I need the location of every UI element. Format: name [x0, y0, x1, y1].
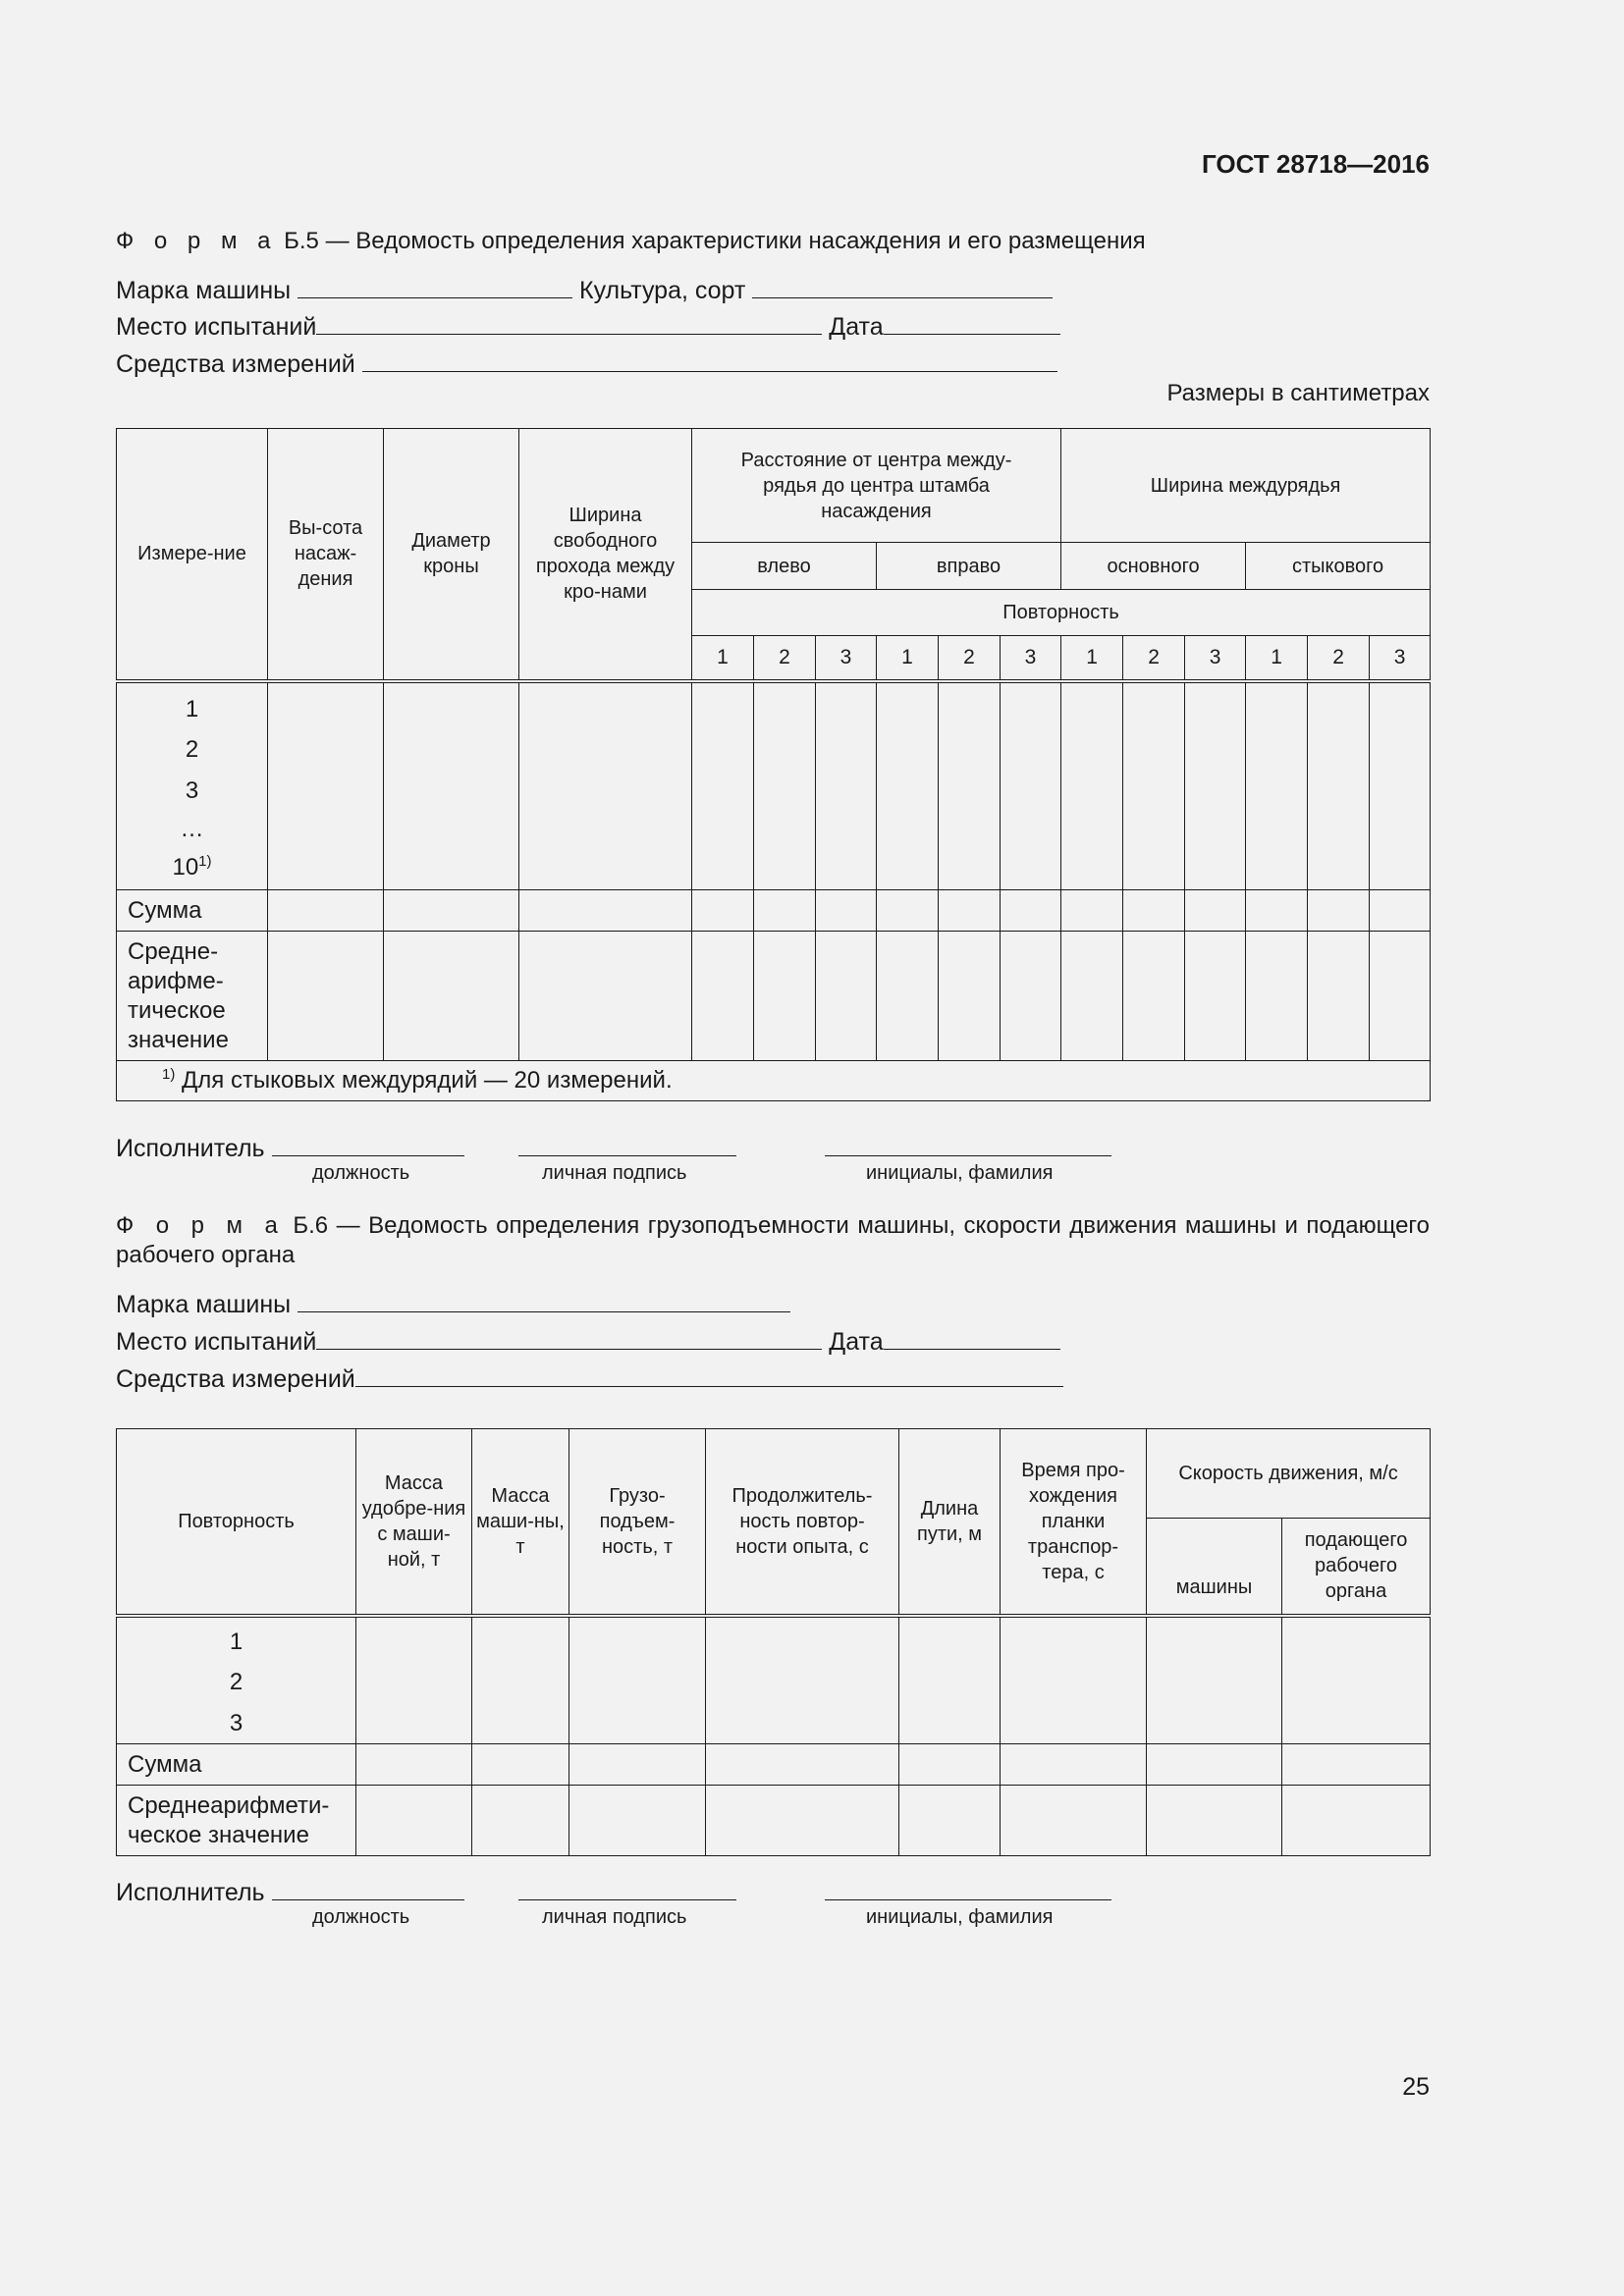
header-path-length: Длина пути, м — [899, 1429, 1001, 1616]
sum-label: Сумма — [117, 890, 268, 932]
sum-cell[interactable] — [472, 1744, 569, 1786]
culture-label: Культура, сорт — [579, 277, 746, 304]
rep-number: 3 — [816, 636, 877, 681]
mean-cell[interactable] — [939, 932, 1001, 1061]
header-joint: стыкового — [1246, 543, 1431, 590]
sum-cell[interactable] — [1061, 890, 1123, 932]
row-number: 1 — [185, 695, 199, 722]
machine-brand-line — [116, 276, 1053, 305]
b6-instruments-line — [116, 1364, 1063, 1394]
header-crown-diameter: Диаметр кроны — [384, 429, 519, 681]
measurement-numbers — [117, 681, 268, 890]
signature-caption: личная подпись — [542, 1906, 687, 1928]
b6-machine-brand-label: Марка машины — [116, 1291, 292, 1318]
data-cell[interactable] — [1370, 681, 1431, 890]
data-cell[interactable] — [1308, 681, 1370, 890]
header-right: вправо — [877, 543, 1061, 590]
sum-cell[interactable] — [1370, 890, 1431, 932]
page-number: 25 — [1402, 2073, 1430, 2101]
signature-caption: личная подпись — [542, 1162, 687, 1184]
mean-cell[interactable] — [1185, 932, 1246, 1061]
rep-number: 1 — [1246, 636, 1308, 681]
name-caption: инициалы, фамилия — [866, 1906, 1054, 1928]
header-plant-height: Вы-сота насаж-дения — [268, 429, 384, 681]
form-b5-title-text: Б.5 — Ведомость определения характеристики насаждения и его размещения — [284, 228, 1146, 254]
b6-instruments-blank[interactable] — [355, 1364, 1063, 1387]
b6-test-place-label: Место испытаний — [116, 1328, 317, 1356]
footnote-mark: 1) — [198, 853, 212, 870]
header-machine-mass: Масса маши-ны, т — [472, 1429, 569, 1616]
signature-blank[interactable] — [518, 1878, 736, 1900]
units-note: Размеры в сантиметрах — [1166, 380, 1430, 406]
header-speed-group: Скорость движения, м/с — [1147, 1429, 1431, 1519]
data-cell[interactable] — [1123, 681, 1185, 890]
name-blank[interactable] — [825, 1878, 1111, 1900]
sum-cell[interactable] — [569, 1744, 706, 1786]
sum-cell[interactable] — [692, 890, 754, 932]
mean-label: Среднеарифмети-ческое значение — [117, 1786, 356, 1856]
sum-cell[interactable] — [1185, 890, 1246, 932]
header-capacity: Грузо-подъем-ность, т — [569, 1429, 706, 1616]
footnote-mark: 1) — [162, 1066, 176, 1084]
position-blank[interactable] — [272, 1134, 464, 1156]
header-left: влево — [692, 543, 877, 590]
date-label: Дата — [829, 313, 884, 341]
document-code: ГОСТ 28718—2016 — [1202, 149, 1430, 179]
data-cell[interactable] — [939, 681, 1001, 890]
form-b6-label: Ф о р м а — [116, 1212, 285, 1239]
b6-test-place-line — [116, 1327, 1060, 1357]
name-blank[interactable] — [825, 1134, 1111, 1156]
form-b5-title — [116, 227, 1146, 256]
sum-cell[interactable] — [268, 890, 384, 932]
header-distance-group: Расстояние от центра между-рядья до центра штамба насаждения — [692, 429, 1061, 543]
row-number: 1 — [229, 1628, 244, 1655]
sum-cell[interactable] — [816, 890, 877, 932]
machine-brand-label: Марка машины — [116, 277, 292, 304]
sum-cell[interactable] — [1282, 1744, 1431, 1786]
executor-line-b6 — [116, 1878, 1111, 1907]
mean-cell[interactable] — [754, 932, 816, 1061]
b6-machine-brand-blank[interactable] — [298, 1290, 790, 1312]
b6-date-label: Дата — [829, 1328, 884, 1356]
sum-cell[interactable] — [899, 1744, 1001, 1786]
mean-cell[interactable] — [1001, 1786, 1147, 1856]
data-cell[interactable] — [1185, 681, 1246, 890]
data-cell[interactable] — [569, 1616, 706, 1744]
form-b5-label: Ф о р м а — [116, 228, 278, 254]
position-blank[interactable] — [272, 1878, 464, 1900]
executor-line-b5 — [116, 1134, 1111, 1163]
rep-number: 3 — [1370, 636, 1431, 681]
mean-cell[interactable] — [472, 1786, 569, 1856]
culture-blank[interactable] — [752, 276, 1053, 298]
header-fertilizer-mass: Масса удобре-ния с маши-ной, т — [356, 1429, 472, 1616]
data-cell[interactable] — [706, 1616, 899, 1744]
mean-cell[interactable] — [519, 932, 692, 1061]
data-cell[interactable] — [1147, 1616, 1282, 1744]
data-cell[interactable] — [519, 681, 692, 890]
mean-cell[interactable] — [877, 932, 939, 1061]
header-speed-machine: машины — [1147, 1519, 1282, 1616]
executor-label: Исполнитель — [116, 1879, 265, 1906]
mean-cell[interactable] — [268, 932, 384, 1061]
data-cell[interactable] — [1282, 1616, 1431, 1744]
position-caption: должность — [312, 1906, 410, 1928]
mean-cell[interactable] — [1001, 932, 1061, 1061]
header-conveyor-time: Время про-хождения планки транспор-тера, с — [1001, 1429, 1147, 1616]
mean-cell[interactable] — [569, 1786, 706, 1856]
mean-cell[interactable] — [692, 932, 754, 1061]
data-cell[interactable] — [1061, 681, 1123, 890]
name-caption: инициалы, фамилия — [866, 1162, 1054, 1184]
sum-cell[interactable] — [939, 890, 1001, 932]
mean-cell[interactable] — [1147, 1786, 1282, 1856]
instruments-label: Средства измерений — [116, 350, 355, 378]
data-cell[interactable] — [1001, 681, 1061, 890]
header-repetition: Повторность — [117, 1429, 356, 1616]
mean-cell[interactable] — [1061, 932, 1123, 1061]
data-cell[interactable] — [816, 681, 877, 890]
row-number: 2 — [229, 1669, 244, 1695]
test-place-blank[interactable] — [316, 312, 822, 335]
header-repetition: Повторность — [692, 590, 1431, 636]
mean-cell[interactable] — [816, 932, 877, 1061]
mean-cell[interactable] — [1308, 932, 1370, 1061]
instruments-line — [116, 349, 1057, 379]
header-speed-feeder: подающего рабочего органа — [1282, 1519, 1431, 1616]
sum-cell[interactable] — [384, 890, 519, 932]
sum-cell[interactable] — [1001, 890, 1061, 932]
rep-number: 1 — [877, 636, 939, 681]
data-cell[interactable] — [268, 681, 384, 890]
header-free-pass-width: Ширина свободного прохода между кро-нами — [519, 429, 692, 681]
form-b6-table — [116, 1428, 1431, 1856]
row-ellipsis: … — [180, 816, 204, 842]
sum-cell[interactable] — [754, 890, 816, 932]
data-cell[interactable] — [692, 681, 754, 890]
sum-cell[interactable] — [1246, 890, 1308, 932]
data-cell[interactable] — [899, 1616, 1001, 1744]
sum-cell[interactable] — [1147, 1744, 1282, 1786]
mean-cell[interactable] — [1246, 932, 1308, 1061]
sum-label: Сумма — [117, 1744, 356, 1786]
footnote-text: Для стыковых междурядий — 20 измерений. — [182, 1067, 673, 1095]
mean-cell[interactable] — [1370, 932, 1431, 1061]
rep-number: 3 — [1001, 636, 1061, 681]
b6-instruments-label: Средства измерений — [116, 1365, 355, 1393]
test-place-label: Место испытаний — [116, 313, 317, 341]
executor-label: Исполнитель — [116, 1135, 265, 1162]
data-cell[interactable] — [1246, 681, 1308, 890]
instruments-blank[interactable] — [362, 349, 1057, 372]
test-place-line — [116, 312, 1060, 342]
rep-number: 2 — [754, 636, 816, 681]
mean-cell[interactable] — [1282, 1786, 1431, 1856]
data-cell[interactable] — [356, 1616, 472, 1744]
form-b6-title-text: Б.6 — Ведомость определения грузоподъемности машины, скорости движения машины и подающего рабочего органа — [116, 1212, 1430, 1268]
sum-cell[interactable] — [1001, 1744, 1147, 1786]
row-number-last: 10$^{1)}$ — [172, 853, 212, 881]
mean-cell[interactable] — [384, 932, 519, 1061]
b6-date-blank[interactable] — [884, 1327, 1060, 1350]
sum-cell[interactable] — [1123, 890, 1185, 932]
data-cell[interactable] — [754, 681, 816, 890]
signature-blank[interactable] — [518, 1134, 736, 1156]
mean-cell[interactable] — [356, 1786, 472, 1856]
rep-number: 3 — [1185, 636, 1246, 681]
b6-test-place-blank[interactable] — [316, 1327, 822, 1350]
data-cell[interactable] — [877, 681, 939, 890]
header-measurement: Измере-ние — [117, 429, 268, 681]
sum-cell[interactable] — [706, 1744, 899, 1786]
position-caption: должность — [312, 1162, 410, 1184]
header-row-width-group: Ширина междурядья — [1061, 429, 1431, 543]
row-number: 2 — [185, 736, 199, 763]
rep-number: 2 — [939, 636, 1001, 681]
sum-cell[interactable] — [356, 1744, 472, 1786]
sum-cell[interactable] — [877, 890, 939, 932]
mean-label: Средне-арифме-тическое значение — [117, 932, 268, 1061]
data-cell[interactable] — [472, 1616, 569, 1744]
header-main: основного — [1061, 543, 1246, 590]
header-duration: Продолжитель-ность повтор-ности опыта, с — [706, 1429, 899, 1616]
repetition-numbers — [117, 1616, 356, 1744]
mean-cell[interactable] — [899, 1786, 1001, 1856]
mean-cell[interactable] — [706, 1786, 899, 1856]
row-number: 3 — [185, 776, 199, 804]
data-cell[interactable] — [384, 681, 519, 890]
rep-number: 2 — [1123, 636, 1185, 681]
b6-machine-brand-line — [116, 1290, 790, 1319]
rep-number: 1 — [1061, 636, 1123, 681]
data-cell[interactable] — [1001, 1616, 1147, 1744]
mean-cell[interactable] — [1123, 932, 1185, 1061]
sum-cell[interactable] — [519, 890, 692, 932]
rep-number: 2 — [1308, 636, 1370, 681]
row-number: 3 — [229, 1709, 244, 1736]
form-b5-table — [116, 428, 1431, 1101]
machine-brand-blank[interactable] — [298, 276, 572, 298]
table-footnote — [117, 1061, 1431, 1101]
sum-cell[interactable] — [1308, 890, 1370, 932]
rep-number: 1 — [692, 636, 754, 681]
form-b6-title — [116, 1211, 1430, 1270]
date-blank[interactable] — [884, 312, 1060, 335]
